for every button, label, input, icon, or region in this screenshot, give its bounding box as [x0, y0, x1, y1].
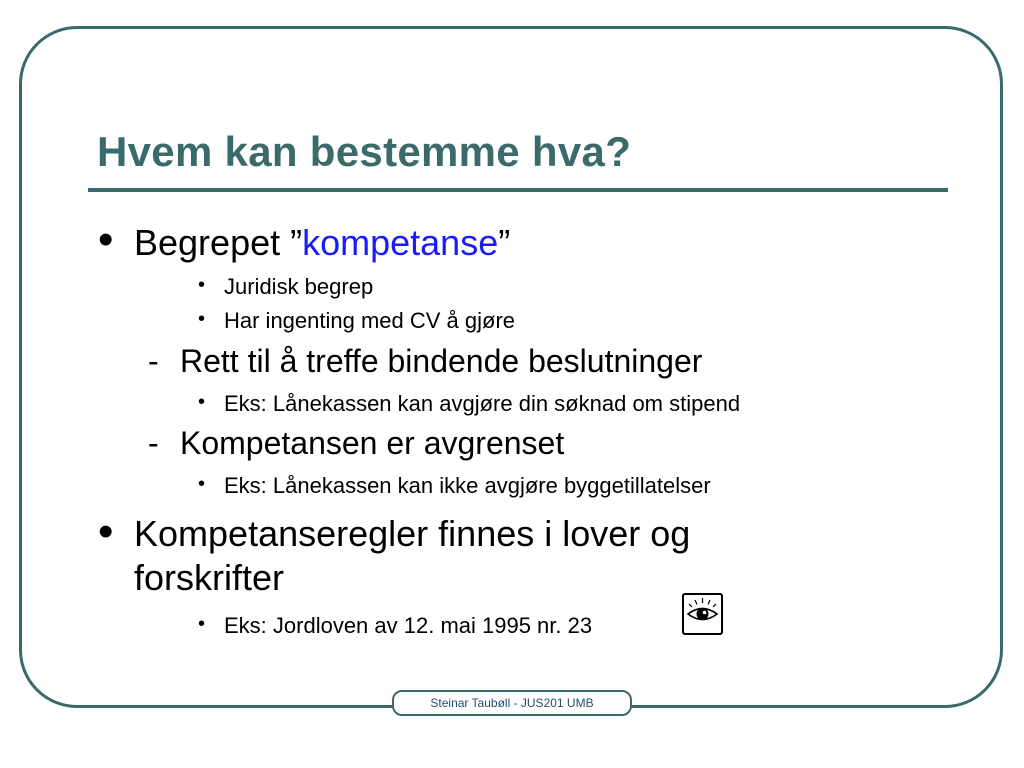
sub-bullet-marker: • — [198, 473, 206, 495]
title-underline — [88, 188, 948, 192]
bullet-text-suffix: ” — [498, 222, 511, 263]
bullet-kompetanseregler-line2: forskrifter — [134, 557, 285, 598]
kompetanse-link[interactable]: kompetanse — [302, 222, 499, 263]
bullet-kompetanse — [134, 222, 510, 264]
sub-bullet-cv: Har ingenting med CV å gjøre — [224, 308, 516, 333]
eye-action-button[interactable] — [682, 593, 723, 635]
bullet-marker: • — [98, 507, 114, 556]
sub-bullet-byggetillatelser: Eks: Lånekassen kan ikke avgjøre byggetillatelser — [224, 473, 711, 498]
eye-icon — [684, 595, 721, 633]
footer-label: Steinar Taubøll - JUS201 UMB — [392, 690, 632, 716]
dash-marker: - — [148, 343, 159, 379]
sub-bullet-juridisk: Juridisk begrep — [224, 274, 374, 299]
sub-bullet-marker: • — [198, 391, 206, 413]
bullet-marker: • — [98, 215, 114, 264]
bullet-text-prefix: Begrepet ” — [134, 222, 303, 263]
sub-bullet-marker: • — [198, 274, 206, 296]
dash-item-bindende: Rett til å treffe bindende beslutninger — [180, 343, 703, 379]
dash-marker: - — [148, 425, 159, 461]
dash-item-avgrenset: Kompetansen er avgrenset — [180, 425, 565, 461]
sub-bullet-marker: • — [198, 613, 206, 635]
sub-bullet-stipend: Eks: Lånekassen kan avgjøre din søknad om stipend — [224, 391, 741, 416]
sub-bullet-marker: • — [198, 308, 206, 330]
bullet-kompetanseregler-line1: Kompetanseregler finnes i lover og — [134, 513, 691, 554]
sub-bullet-jordloven: Eks: Jordloven av 12. mai 1995 nr. 23 — [224, 613, 593, 638]
slide-title: Hvem kan bestemme hva? — [97, 128, 632, 175]
